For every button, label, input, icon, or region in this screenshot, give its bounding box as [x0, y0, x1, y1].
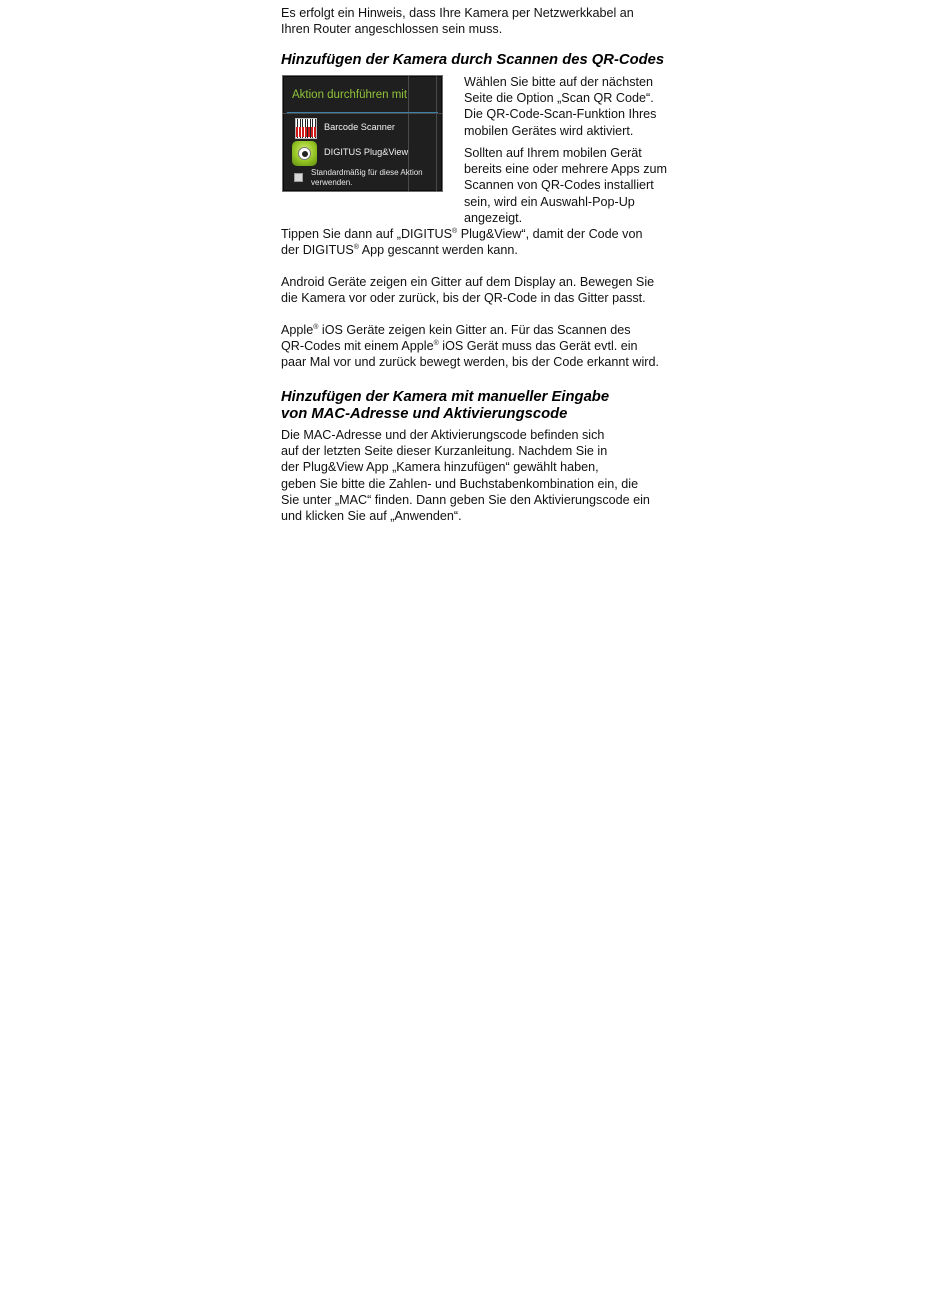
text-run: der DIGITUS: [281, 243, 354, 258]
text-line: auf der letzten Seite dieser Kurzanleitung. Nachdem Sie in: [281, 444, 608, 459]
text-line: die Kamera vor oder zurück, bis der QR-Code in das Gitter passt.: [281, 291, 646, 306]
default-action-label: [311, 168, 423, 187]
text-run: iOS Geräte zeigen kein Gitter an. Für das Scannen des: [318, 323, 631, 337]
text-line: Seite die Option „Scan QR Code“.: [464, 91, 654, 106]
text-line: mobilen Gerätes wird aktiviert.: [464, 123, 634, 138]
digitus-app-icon: [292, 141, 317, 166]
text-line: bereits eine oder mehrere Apps zum: [464, 162, 668, 177]
text-line: sein, wird ein Auswahl-Pop-Up: [464, 194, 635, 209]
apps-popup-paragraph: [464, 145, 667, 226]
text-run: Plug&View“, damit der Code von: [457, 227, 643, 241]
default-action-line: verwenden.: [311, 177, 353, 187]
text-line: Die MAC-Adresse und der Aktivierungscode befinden sich: [281, 428, 605, 442]
text-line: der Plug&View App „Kamera hinzufügen“ gewählt haben,: [281, 460, 599, 475]
text-line: Die QR-Code-Scan-Funktion Ihres: [464, 107, 657, 122]
text-run: iOS Gerät muss das Gerät evtl. ein: [438, 339, 638, 354]
text-line: Sollten auf Ihrem mobilen Gerät: [464, 146, 642, 160]
registered-mark: ®: [452, 228, 458, 235]
mac-entry-paragraph: [281, 427, 650, 524]
chooser-option-label: DIGITUS Plug&View: [324, 147, 409, 157]
registered-mark: ®: [313, 324, 319, 331]
intro-line: Ihren Router angeschlossen sein muss.: [281, 22, 503, 37]
text-line: Sie unter „MAC“ finden. Dann geben Sie den Aktivierungscode ein: [281, 492, 650, 507]
manual-section-heading: [281, 389, 609, 422]
text-run: App gescannt werden kann.: [358, 243, 518, 258]
heading-line: Hinzufügen der Kamera mit manueller Eingabe: [281, 389, 610, 405]
chooser-divider: [287, 112, 438, 113]
text-line: [281, 322, 659, 338]
text-run: Apple: [281, 323, 314, 337]
default-action-checkbox: [294, 173, 303, 182]
scan-grid-line: [283, 113, 442, 114]
apple-ios-paragraph: [281, 322, 659, 371]
chooser-option-barcode-scanner: [292, 116, 437, 142]
text-run: QR-Codes mit einem Apple: [281, 339, 434, 354]
chooser-option-digitus: [292, 141, 437, 167]
chooser-option-label: Barcode Scanner: [324, 122, 395, 132]
qr-section-heading: Hinzufügen der Kamera durch Scannen des QR-Codes: [281, 52, 665, 68]
barcode-scanner-icon: [295, 118, 317, 139]
text-line: Scannen von QR-Codes installiert: [464, 178, 654, 193]
text-line: [281, 338, 659, 354]
text-line: [281, 226, 642, 242]
intro-line: Es erfolgt ein Hinweis, dass Ihre Kamera per Netzwerkkabel an: [281, 6, 634, 20]
android-chooser-screenshot: [282, 75, 443, 192]
text-line: geben Sie bitte die Zahlen- und Buchstabenkombination ein, die: [281, 476, 639, 491]
text-line: [281, 242, 642, 258]
default-action-line: Standardmäßig für diese Aktion: [311, 168, 423, 177]
intro-paragraph: [281, 5, 634, 37]
text-line: und klicken Sie auf „Anwenden“.: [281, 509, 462, 524]
text-line: angezeigt.: [464, 210, 523, 225]
text-line: Wählen Sie bitte auf der nächsten: [464, 75, 654, 89]
registered-mark: ®: [433, 340, 439, 348]
text-line: Android Geräte zeigen ein Gitter auf dem Display an. Bewegen Sie: [281, 275, 655, 289]
registered-mark: ®: [353, 244, 359, 252]
chooser-title: Aktion durchführen mit: [292, 89, 408, 101]
android-grid-paragraph: [281, 274, 654, 306]
text-run: Tippen Sie dann auf „DIGITUS: [281, 227, 453, 241]
tap-digitus-paragraph: [281, 226, 642, 258]
choose-option-paragraph: [464, 74, 656, 139]
text-line: paar Mal vor und zurück bewegt werden, bis der Code erkannt wird.: [281, 355, 660, 370]
heading-line: von MAC-Adresse und Aktivierungscode: [281, 405, 568, 422]
